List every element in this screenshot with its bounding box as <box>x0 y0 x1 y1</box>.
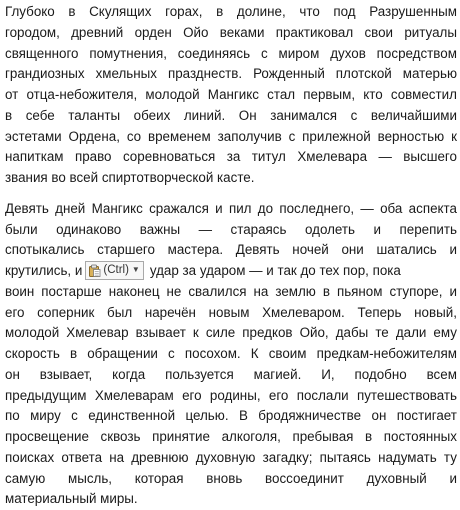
word: — <box>378 149 392 165</box>
text-line <box>5 44 457 65</box>
word: обеих <box>133 107 171 123</box>
text-line <box>5 199 457 220</box>
word: с <box>71 408 78 424</box>
word: в <box>216 4 224 19</box>
word: постоянных <box>383 429 457 444</box>
word: по <box>5 408 20 424</box>
word: шатались <box>376 242 437 258</box>
text-line <box>5 64 457 85</box>
word: пользуется <box>165 366 234 382</box>
word: в <box>5 107 13 123</box>
word: духовную <box>195 449 256 465</box>
word: новым <box>208 304 250 320</box>
text-line <box>5 147 457 168</box>
word: постигает <box>396 408 457 424</box>
word: кто <box>363 87 383 102</box>
word: Мангикс <box>91 200 143 216</box>
word: отца-небожителя, <box>26 87 138 102</box>
word: Скулящих <box>89 4 152 19</box>
word: просвещение <box>5 429 89 444</box>
word: веками <box>219 24 265 40</box>
paragraph-1 <box>5 2 457 189</box>
word: свои <box>364 24 394 40</box>
word: единственной <box>88 408 176 424</box>
word: К <box>250 346 259 361</box>
word: целью. <box>185 408 229 424</box>
word: предыдущим <box>5 387 87 403</box>
word: совместил <box>390 87 457 102</box>
word: Хмелеварам <box>94 387 174 403</box>
word: долине, <box>236 4 286 19</box>
word: его <box>5 304 25 320</box>
word: вновь <box>206 470 243 486</box>
text-line <box>5 240 457 261</box>
word: — <box>360 200 374 216</box>
word: величайшими <box>370 107 457 123</box>
text-line <box>5 344 457 365</box>
word: оба <box>380 200 403 216</box>
text-line <box>5 106 457 127</box>
word: соединяясь <box>177 45 251 61</box>
word: ответа <box>61 449 103 465</box>
word: Хмелевар <box>66 325 129 341</box>
word: с <box>168 346 175 361</box>
word: они <box>341 242 364 258</box>
word: стал <box>267 87 296 102</box>
word: Девять <box>5 200 49 216</box>
word: его <box>182 387 202 403</box>
word: заполучив <box>217 128 282 144</box>
word: празднеств. <box>167 66 243 82</box>
word: аспекта <box>408 200 457 216</box>
word: свалился <box>188 283 247 299</box>
word: алкоголя, <box>221 429 281 444</box>
word: хмельных <box>95 66 157 82</box>
word: посредством <box>376 45 457 61</box>
word: был <box>107 304 133 320</box>
word: городом, <box>5 24 60 40</box>
word: были <box>5 221 38 237</box>
word: практиковал <box>275 24 354 40</box>
word: наречён <box>144 304 196 320</box>
word: себе <box>25 107 55 123</box>
text-line <box>5 127 457 148</box>
word: — <box>198 221 213 237</box>
clipboard-icon <box>88 264 101 277</box>
text-line <box>5 323 457 344</box>
word: занимался <box>270 107 338 123</box>
word: помутнения, <box>89 45 167 61</box>
word: дней <box>55 200 86 216</box>
word: линий. <box>183 107 226 123</box>
word: духов <box>330 45 366 61</box>
word: временем <box>148 128 211 144</box>
word: дабы <box>335 325 369 341</box>
word: от <box>5 87 19 102</box>
word: верностью <box>377 128 445 144</box>
word: когда <box>112 366 146 382</box>
word: самую <box>5 470 46 486</box>
word: Глубоко <box>5 4 55 19</box>
word: своим <box>268 346 307 361</box>
text-line <box>5 303 457 324</box>
word: землю <box>275 283 316 299</box>
word: одолеть <box>304 221 356 237</box>
word: пьяном <box>336 283 383 299</box>
word: со <box>126 128 142 144</box>
word: право <box>74 149 112 165</box>
text-line <box>5 406 457 427</box>
word: в <box>68 4 76 19</box>
word: матерью <box>402 66 457 82</box>
word: и <box>449 283 457 299</box>
word: высшего <box>403 149 457 165</box>
word: и <box>373 221 382 237</box>
text-line <box>5 448 457 469</box>
word: Теперь <box>357 304 402 320</box>
word: молодой <box>145 87 200 102</box>
word: на <box>253 283 269 299</box>
word: одинаково <box>56 221 122 237</box>
word: в <box>365 429 373 444</box>
word: стараясь <box>230 221 287 237</box>
text-line <box>5 2 457 23</box>
word: он <box>5 366 20 382</box>
word: обращении <box>87 346 158 361</box>
word: пребывая <box>292 429 354 444</box>
text-line <box>5 469 457 490</box>
word: за <box>226 149 241 165</box>
word: пил <box>228 200 252 216</box>
text-line <box>5 85 457 106</box>
word: Ойо, <box>299 325 329 341</box>
word: таланты <box>68 107 121 123</box>
word: в <box>69 346 78 361</box>
word: бродяжничестве <box>258 408 362 424</box>
text-line <box>5 427 457 448</box>
word: соперник <box>37 304 95 320</box>
word: посохом. <box>184 346 241 361</box>
word: ритуалы <box>404 24 457 40</box>
word: к <box>192 325 199 341</box>
word: духовный <box>366 470 427 486</box>
word: и <box>215 200 223 216</box>
word: орден <box>134 24 172 40</box>
word: силе <box>205 325 236 341</box>
word: к <box>451 128 457 144</box>
word: эстетами <box>5 128 62 144</box>
word: поисках <box>5 449 55 465</box>
word: которая <box>134 470 184 486</box>
word: воин <box>5 283 35 299</box>
word: Ордена, <box>68 128 120 144</box>
text-fragment: крутились, и <box>5 263 83 278</box>
word: священного <box>5 45 79 61</box>
word: миром <box>278 45 320 61</box>
word: предков <box>242 325 293 341</box>
text-fragment: удар за ударом — и так до тех пор, пока <box>149 263 401 278</box>
word: важны <box>139 221 181 237</box>
word: что <box>299 4 320 19</box>
word: молодой <box>5 325 60 341</box>
word: горах, <box>165 4 203 19</box>
word: родины, <box>209 387 261 403</box>
text-line <box>5 220 457 241</box>
word: его <box>268 387 289 403</box>
word: Он <box>238 107 257 123</box>
word: перепить <box>399 221 457 237</box>
paste-options-button[interactable] <box>85 261 143 280</box>
word: предкам-небожителям <box>316 346 457 361</box>
word: напиткам <box>5 149 64 165</box>
word: всем <box>426 366 457 382</box>
word: И, <box>321 366 335 382</box>
word: плотской <box>335 66 392 82</box>
text-line <box>5 23 457 44</box>
word: новый, <box>414 304 457 320</box>
word: послали <box>296 387 349 403</box>
word: Мангикс <box>207 87 259 102</box>
word: древний <box>71 24 124 40</box>
word: ему <box>433 325 457 341</box>
word: первым, <box>303 87 356 102</box>
word: наконец <box>108 283 160 299</box>
word: путешествовать <box>356 387 457 403</box>
word: воссоединит <box>265 470 344 486</box>
word: скорость <box>5 346 60 361</box>
word: Хмелевара <box>297 149 368 165</box>
word: сквозь <box>100 429 141 444</box>
word: взывает, <box>39 366 93 382</box>
word: надумать <box>378 449 437 465</box>
word: сражался <box>149 200 209 216</box>
text-line <box>5 365 457 386</box>
word: мастера. <box>167 242 224 258</box>
word: Рожденный <box>253 66 325 82</box>
word: старшего <box>97 242 155 258</box>
word: В <box>238 408 248 424</box>
word: Разрушенным <box>369 4 457 19</box>
word: Ойо <box>183 24 209 40</box>
word: грандиозных <box>5 66 85 82</box>
word: древнюю <box>131 449 189 465</box>
word: с <box>260 45 268 61</box>
word: титул <box>251 149 286 165</box>
word: и <box>449 242 457 258</box>
text-line: материальный миры. <box>5 491 138 507</box>
text-line <box>5 386 457 407</box>
word: под <box>333 4 356 19</box>
word: принятие <box>152 429 210 444</box>
word: до <box>257 200 274 216</box>
paragraph-2 <box>5 199 457 510</box>
word: взывает <box>135 325 186 341</box>
word: не <box>166 283 182 299</box>
text-line: звания во всей спиртотворческой касте. <box>5 170 255 185</box>
word: подобно <box>354 366 407 382</box>
word: прилежной <box>302 128 371 144</box>
word: он <box>371 408 387 424</box>
word: ту <box>443 449 457 465</box>
word: с <box>350 107 358 123</box>
word: в <box>322 283 330 299</box>
word: постарше <box>41 283 102 299</box>
word: с <box>288 128 296 144</box>
word: магией. <box>253 366 302 382</box>
word: те <box>375 325 389 341</box>
text-line-with-paste-options <box>5 261 457 282</box>
document-body <box>5 2 457 510</box>
paste-options-label: (Ctrl) <box>103 264 129 276</box>
word: Девять <box>235 242 280 258</box>
word: на <box>109 449 125 465</box>
word: дали <box>395 325 427 341</box>
word: спотыкались <box>5 242 85 258</box>
word: и <box>449 470 457 486</box>
word: соревноваться <box>122 149 216 165</box>
word: последнего, <box>279 200 355 216</box>
word: миру <box>30 408 61 424</box>
word: пытаясь <box>319 449 371 465</box>
word: мысль, <box>67 470 113 486</box>
word: ступоре, <box>389 283 443 299</box>
text-line <box>5 282 457 303</box>
word: Хмелеваром. <box>262 304 345 320</box>
chevron-down-icon: ▼ <box>131 265 140 274</box>
word: загадку; <box>262 449 313 465</box>
word: ночей <box>292 242 329 258</box>
